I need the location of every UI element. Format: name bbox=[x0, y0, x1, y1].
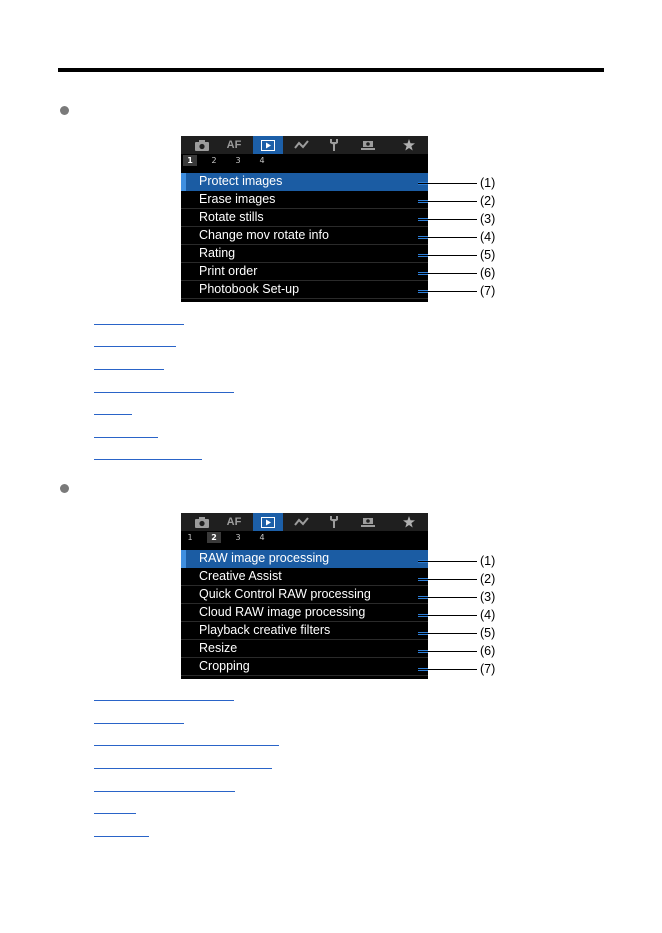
menu-item-print-order[interactable]: Print order bbox=[181, 263, 428, 281]
camera-menu-screen-1 bbox=[181, 136, 428, 302]
tab-af[interactable] bbox=[219, 136, 249, 154]
menu-item-list bbox=[181, 550, 428, 676]
custom-icon bbox=[361, 517, 375, 528]
tab-shooting[interactable] bbox=[187, 136, 217, 154]
menu-item-protect-images[interactable]: Protect images bbox=[181, 173, 428, 191]
callout-line bbox=[418, 183, 477, 184]
callout-label: (7) bbox=[480, 284, 496, 298]
menu-tab-bar bbox=[181, 513, 428, 531]
playback-icon bbox=[261, 517, 275, 528]
callout-line bbox=[418, 669, 477, 670]
callout-label: (2) bbox=[480, 572, 496, 586]
link-photobook-setup[interactable] bbox=[94, 459, 202, 460]
tab-af-label: AF bbox=[226, 516, 242, 528]
link-protect-images[interactable] bbox=[94, 324, 184, 325]
tab-wireless[interactable] bbox=[287, 136, 317, 154]
subtab-2[interactable]: 2 bbox=[211, 156, 217, 165]
tab-custom-functions[interactable] bbox=[353, 136, 383, 154]
link-quick-control-raw-processing[interactable] bbox=[94, 745, 279, 746]
menu-subtab-bar bbox=[181, 154, 428, 167]
menu-item-rating[interactable]: Rating bbox=[181, 245, 428, 263]
subtab-3[interactable]: 3 bbox=[235, 533, 241, 542]
link-rating[interactable] bbox=[94, 414, 132, 415]
callout-line bbox=[418, 219, 477, 220]
link-cropping[interactable] bbox=[94, 836, 149, 837]
callout-label: (7) bbox=[480, 662, 496, 676]
subtab-3[interactable]: 3 bbox=[235, 156, 241, 165]
tab-setup[interactable] bbox=[319, 513, 349, 531]
link-resize[interactable] bbox=[94, 813, 136, 814]
callout-label: (5) bbox=[480, 248, 496, 262]
menu-item-resize[interactable]: Resize bbox=[181, 640, 428, 658]
tab-playback[interactable] bbox=[253, 136, 283, 154]
tab-af-label: AF bbox=[226, 139, 242, 151]
menu-item-change-mov-rotate-info[interactable]: Change mov rotate info bbox=[181, 227, 428, 245]
callout-line bbox=[418, 597, 477, 598]
callout-label: (1) bbox=[480, 554, 496, 568]
callout-label: (3) bbox=[480, 212, 496, 226]
custom-icon bbox=[361, 140, 375, 151]
wireless-icon bbox=[294, 140, 310, 150]
callout-label: (6) bbox=[480, 644, 496, 658]
link-cloud-raw-image-processing[interactable] bbox=[94, 768, 272, 769]
callout-line bbox=[418, 201, 477, 202]
tab-setup[interactable] bbox=[319, 136, 349, 154]
callout-label: (6) bbox=[480, 266, 496, 280]
subtab-1[interactable]: 1 bbox=[187, 533, 193, 542]
link-erase-images[interactable] bbox=[94, 346, 176, 347]
callout-line bbox=[418, 237, 477, 238]
callout-line bbox=[418, 651, 477, 652]
tab-wireless[interactable] bbox=[287, 513, 317, 531]
camera-menu-screen-2 bbox=[181, 513, 428, 679]
link-creative-assist[interactable] bbox=[94, 723, 184, 724]
menu-item-cloud-raw-image-processing[interactable]: Cloud RAW image processing bbox=[181, 604, 428, 622]
menu-item-quick-control-raw-processing[interactable]: Quick Control RAW processing bbox=[181, 586, 428, 604]
wrench-icon bbox=[329, 139, 339, 151]
menu-item-photobook-setup[interactable]: Photobook Set-up bbox=[181, 281, 428, 299]
menu-item-raw-image-processing[interactable]: RAW image processing bbox=[181, 550, 428, 568]
callout-label: (2) bbox=[480, 194, 496, 208]
link-print-order[interactable] bbox=[94, 437, 158, 438]
callout-line bbox=[418, 291, 477, 292]
link-change-mov-rotate-info[interactable] bbox=[94, 392, 234, 393]
menu-item-playback-creative-filters[interactable]: Playback creative filters bbox=[181, 622, 428, 640]
menu-item-rotate-stills[interactable]: Rotate stills bbox=[181, 209, 428, 227]
playback-icon bbox=[261, 140, 275, 151]
tab-my-menu[interactable] bbox=[394, 513, 424, 531]
tab-af[interactable] bbox=[219, 513, 249, 531]
callout-line bbox=[418, 615, 477, 616]
link-raw-image-processing[interactable] bbox=[94, 700, 234, 701]
subtab-4[interactable]: 4 bbox=[259, 156, 265, 165]
callout-label: (4) bbox=[480, 608, 496, 622]
subtab-2[interactable]: 2 bbox=[207, 532, 221, 543]
tab-custom-functions[interactable] bbox=[353, 513, 383, 531]
callout-line bbox=[418, 273, 477, 274]
subtab-1[interactable]: 1 bbox=[183, 155, 197, 166]
callout-line bbox=[418, 633, 477, 634]
menu-item-cropping[interactable]: Cropping bbox=[181, 658, 428, 676]
callout-line bbox=[418, 579, 477, 580]
menu-item-creative-assist[interactable]: Creative Assist bbox=[181, 568, 428, 586]
callout-line bbox=[418, 255, 477, 256]
tab-my-menu[interactable] bbox=[394, 136, 424, 154]
section-bullet bbox=[60, 484, 69, 493]
tab-playback[interactable] bbox=[253, 513, 283, 531]
callout-label: (3) bbox=[480, 590, 496, 604]
star-icon bbox=[403, 516, 415, 528]
link-playback-creative-filters[interactable] bbox=[94, 791, 235, 792]
wireless-icon bbox=[294, 517, 310, 527]
menu-tab-bar bbox=[181, 136, 428, 154]
callout-label: (5) bbox=[480, 626, 496, 640]
star-icon bbox=[403, 139, 415, 151]
subtab-4[interactable]: 4 bbox=[259, 533, 265, 542]
menu-item-list bbox=[181, 173, 428, 299]
menu-subtab-bar bbox=[181, 531, 428, 544]
wrench-icon bbox=[329, 516, 339, 528]
callout-line bbox=[418, 561, 477, 562]
link-rotate-stills[interactable] bbox=[94, 369, 164, 370]
tab-shooting[interactable] bbox=[187, 513, 217, 531]
title-rule bbox=[58, 68, 604, 72]
menu-item-erase-images[interactable]: Erase images bbox=[181, 191, 428, 209]
camera-icon bbox=[195, 517, 209, 528]
callout-label: (4) bbox=[480, 230, 496, 244]
camera-icon bbox=[195, 140, 209, 151]
section-bullet bbox=[60, 106, 69, 115]
callout-label: (1) bbox=[480, 176, 496, 190]
